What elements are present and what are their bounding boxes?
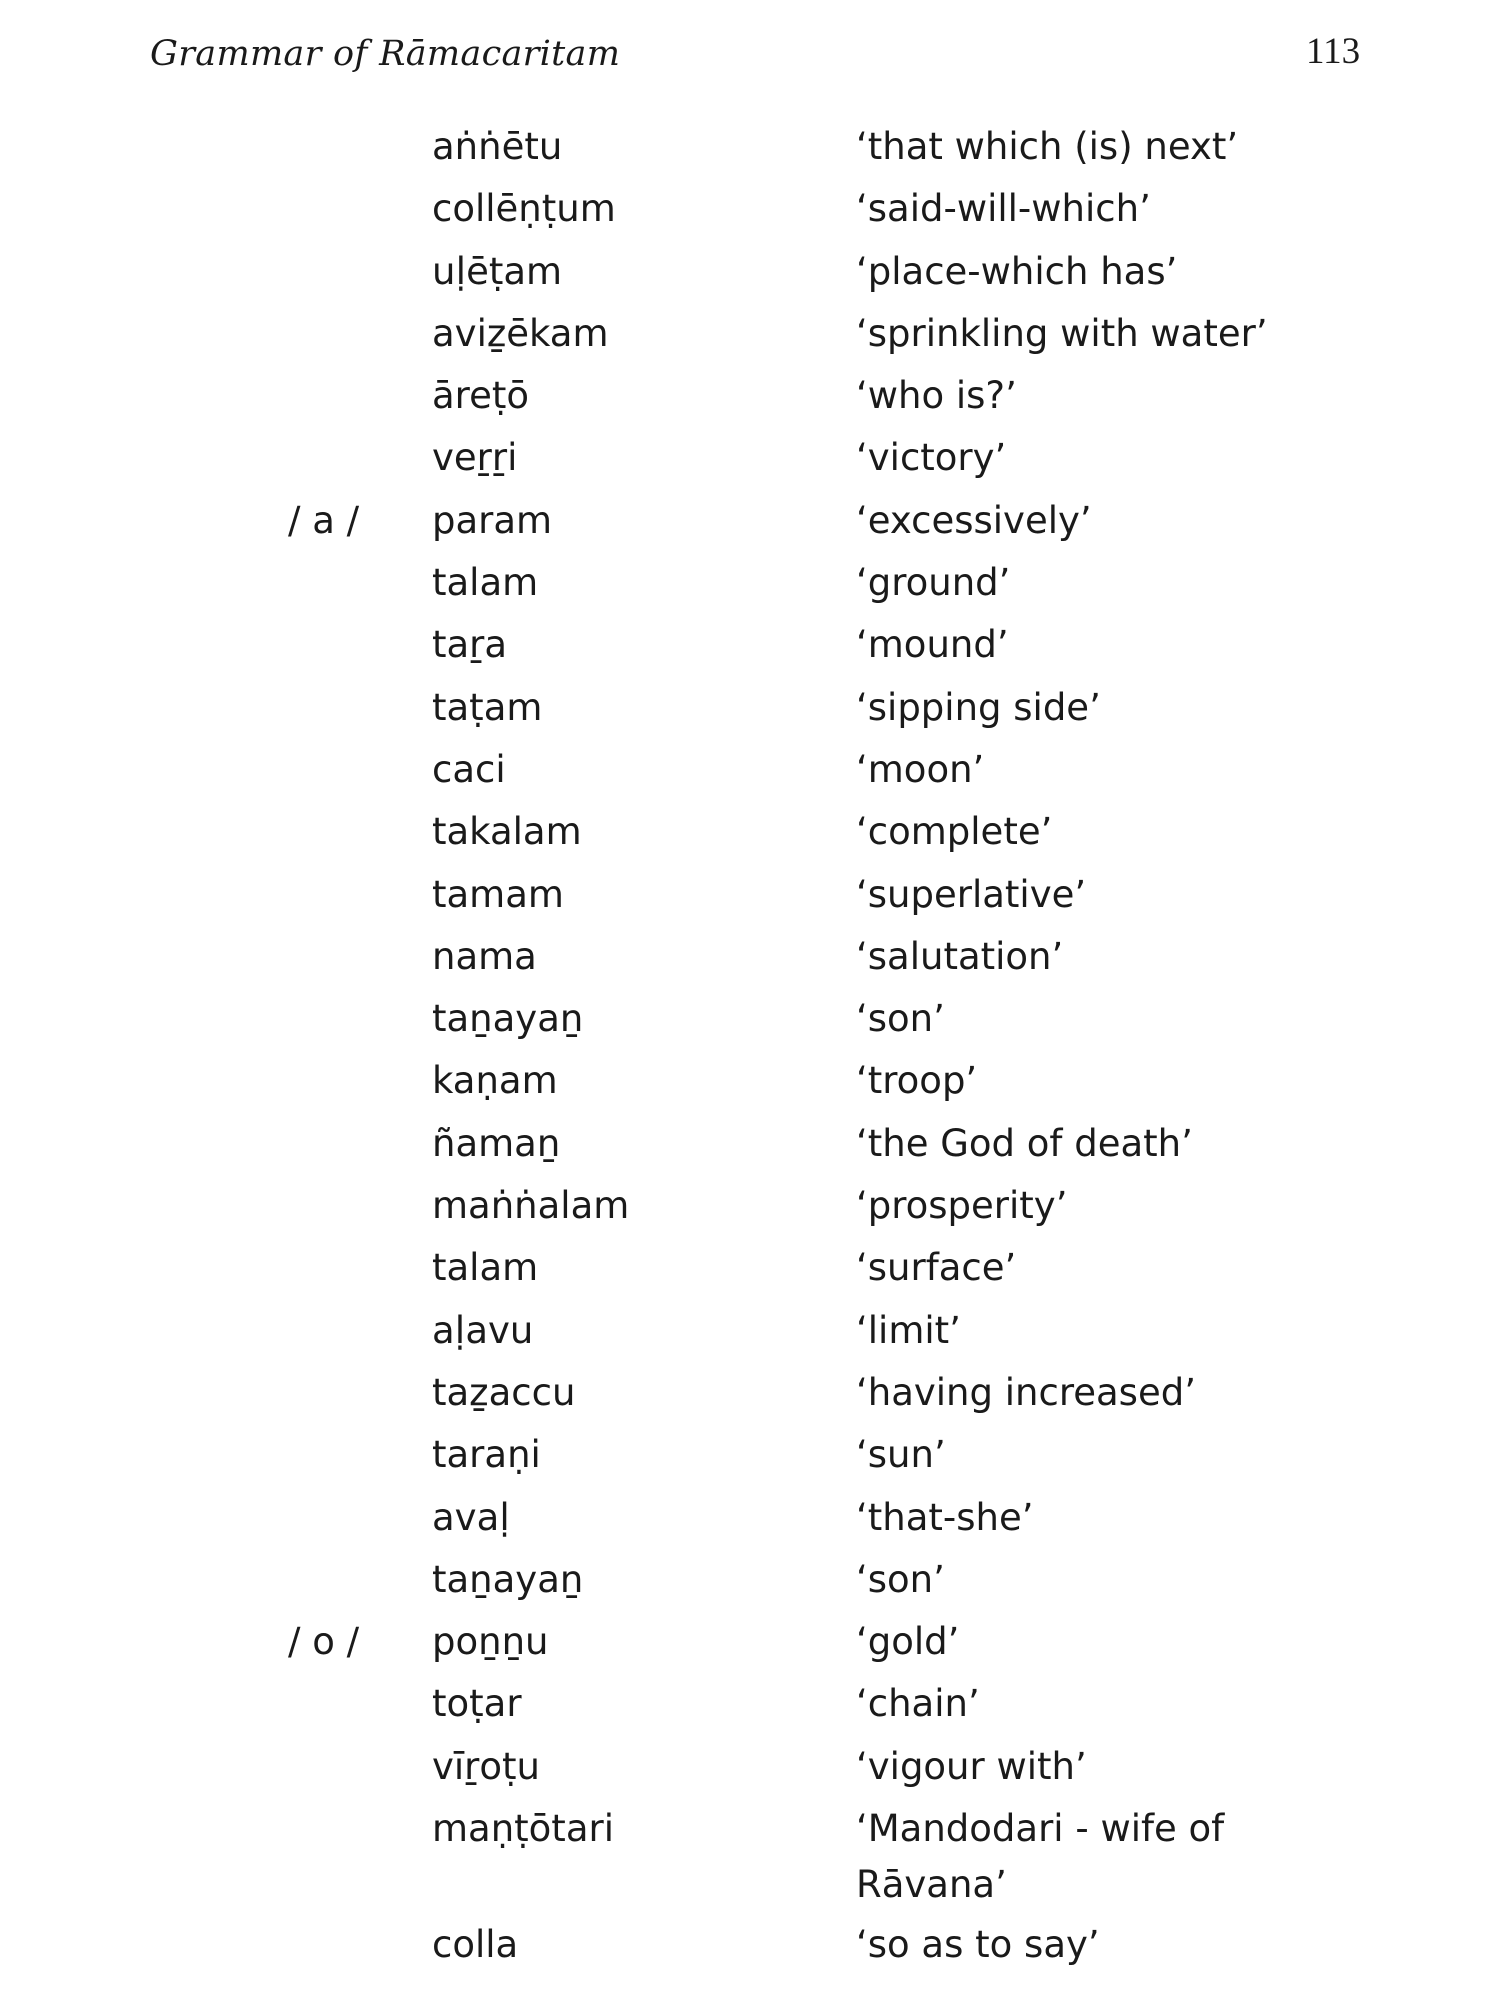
list-item: [0, 303, 1500, 365]
page-number: 113: [1306, 31, 1361, 72]
word-form: param: [432, 498, 553, 542]
list-item: [0, 677, 1500, 739]
list-item: [0, 1487, 1500, 1549]
word-form: avaḷ: [432, 1495, 510, 1539]
word-form: taṭam: [432, 685, 543, 729]
word-gloss: ‘the God of death’: [856, 1121, 1193, 1165]
word-gloss: ‘complete’: [856, 810, 1053, 854]
vowel-marker: / o /: [288, 1620, 360, 1664]
word-gloss: ‘mound’: [856, 623, 1009, 667]
word-form: talam: [432, 561, 539, 605]
word-form: poṉṉu: [432, 1620, 549, 1664]
word-gloss: ‘victory’: [856, 436, 1007, 480]
list-item: [0, 1611, 1500, 1673]
list-item: [0, 1113, 1500, 1175]
list-item: [0, 1736, 1500, 1798]
word-form: uḷēṭam: [432, 249, 563, 293]
word-gloss: ‘having increased’: [856, 1370, 1196, 1414]
word-gloss: ‘who is?’: [856, 374, 1017, 418]
list-item: [0, 1673, 1500, 1735]
vowel-marker: / a /: [288, 498, 360, 542]
word-gloss: ‘ground’: [856, 561, 1011, 605]
list-item: [0, 1914, 1500, 1976]
word-gloss: ‘gold’: [856, 1620, 960, 1664]
word-form: vīṟoṭu: [432, 1744, 540, 1788]
list-item: [0, 988, 1500, 1050]
word-gloss: ‘son’: [856, 997, 945, 1041]
list-item: [0, 427, 1500, 489]
word-form: taraṇi: [432, 1433, 541, 1477]
word-form: aviẕēkam: [432, 311, 609, 355]
list-item: [0, 1424, 1500, 1486]
list-item: [0, 1050, 1500, 1112]
word-gloss: ‘surface’: [856, 1246, 1017, 1290]
word-gloss: ‘superlative’: [856, 872, 1087, 916]
list-item: [0, 552, 1500, 614]
word-gloss: ‘sun’: [856, 1433, 946, 1477]
word-gloss: ‘excessively’: [856, 498, 1092, 542]
word-gloss: ‘that which (is) next’: [856, 125, 1239, 168]
running-header-title: Grammar of Rāmacaritam: [150, 34, 621, 74]
word-gloss: ‘moon’: [856, 747, 985, 791]
word-gloss: ‘chain’: [856, 1682, 980, 1726]
word-form: talam: [432, 1246, 539, 1290]
word-gloss: ‘so as to say’: [856, 1923, 1100, 1967]
list-item: [0, 1549, 1500, 1611]
word-gloss: ‘limit’: [856, 1308, 961, 1352]
word-gloss: ‘salutation’: [856, 934, 1064, 978]
word-gloss: ‘son’: [856, 1557, 945, 1601]
word-form: kaṇam: [432, 1059, 558, 1103]
word-gloss: ‘Mandodari - wife of Rāvana’: [856, 1807, 1225, 1907]
word-form: taẕaccu: [432, 1370, 576, 1414]
list-item: [0, 365, 1500, 427]
word-form: taṟa: [432, 623, 508, 667]
word-form: ñamaṉ: [432, 1121, 561, 1165]
list-item: [0, 926, 1500, 988]
list-item: [0, 801, 1500, 863]
word-form: maṅṅalam: [432, 1184, 630, 1228]
word-form: tamam: [432, 872, 564, 916]
word-form: collēṇṭum: [432, 187, 616, 231]
word-form: colla: [432, 1923, 519, 1967]
list-item: [0, 1237, 1500, 1299]
list-item: [0, 1798, 1500, 1914]
word-gloss: ‘sprinkling with water’: [856, 311, 1268, 355]
list-item: [0, 739, 1500, 801]
vocabulary-list: [0, 116, 1500, 1976]
word-form: taṉayaṉ: [432, 997, 584, 1041]
list-item: [0, 241, 1500, 303]
word-gloss: ‘place-which has’: [856, 249, 1178, 293]
list-item: [0, 614, 1500, 676]
word-form: takalam: [432, 810, 582, 854]
word-form: toṭar: [432, 1682, 522, 1726]
word-form: veṟṟi: [432, 436, 518, 480]
word-gloss: ‘sipping side’: [856, 685, 1101, 729]
word-form: caci: [432, 747, 506, 791]
word-gloss: ‘prosperity’: [856, 1184, 1068, 1228]
word-form: nama: [432, 934, 537, 978]
word-gloss: ‘said-will-which’: [856, 187, 1151, 231]
list-item: [0, 1300, 1500, 1362]
word-form: aḷavu: [432, 1308, 534, 1352]
word-form: āreṭō: [432, 374, 529, 418]
list-item: [0, 178, 1500, 240]
word-form: aṅṅētu: [432, 125, 563, 168]
word-gloss: ‘that-she’: [856, 1495, 1034, 1539]
word-form: maṇṭōtari: [432, 1807, 614, 1851]
list-item: [0, 1175, 1500, 1237]
list-item: [0, 1362, 1500, 1424]
word-gloss: ‘vigour with’: [856, 1744, 1087, 1788]
list-item: [0, 490, 1500, 552]
word-form: taṉayaṉ: [432, 1557, 584, 1601]
list-item: [0, 116, 1500, 178]
list-item: [0, 864, 1500, 926]
word-gloss: ‘troop’: [856, 1059, 978, 1103]
